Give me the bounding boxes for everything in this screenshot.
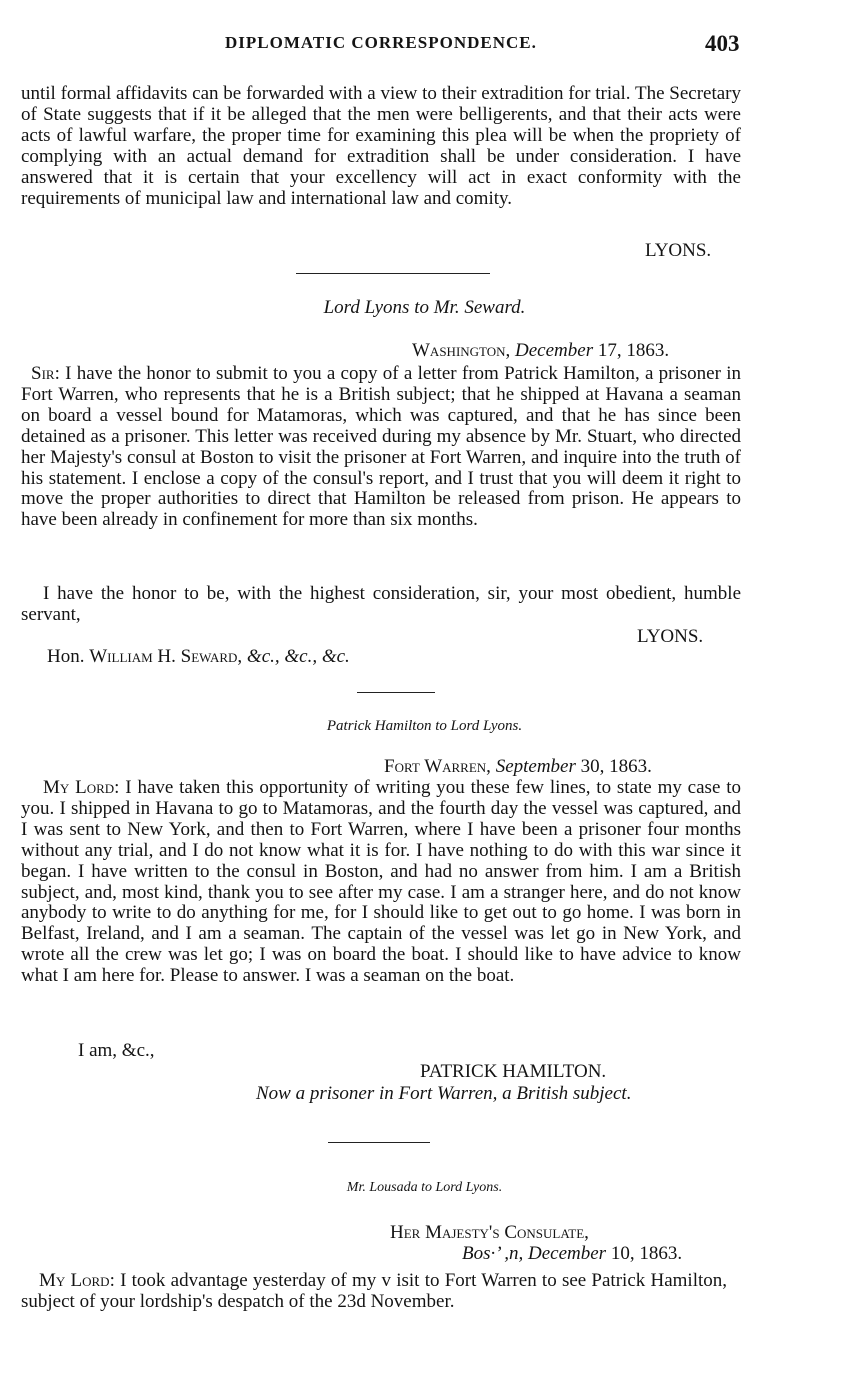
dateline-month: December <box>515 340 594 361</box>
letter-dateline <box>462 1243 682 1265</box>
signature-hamilton: PATRICK HAMILTON. <box>420 1061 607 1082</box>
letter-body-text: : I have the honor to submit to you a copy of a letter from Patrick Hamilton, a prisoner in Fort Warren, who represents that he is a British subject; that he shipped at Havana a seaman on board a vessel bound for Matamoras, which was captured, and that he has since been detained as a prisoner. This letter was received during my absence by Mr. Stuart, who directed her Majesty's consul at Boston to visit the prisoner at Fort Warren, and inquire into the truth of his statement. I enclose a copy of the consul's report, and I trust that you will deem it right to move the proper authorities to direct that Hamilton be released from prison. He appears to have been already in confinement for more than six months. <box>21 363 741 531</box>
signature-lyons-1: LYONS. <box>645 240 712 261</box>
section-divider <box>357 692 435 693</box>
dateline-month: September <box>495 756 576 777</box>
section-divider <box>296 273 490 274</box>
continuation-paragraph: until formal affidavits can be forwarded with a view to their extradition for trial. The Secretary of State suggests that if it be alleged that the men were belligerents, and that their acts were acts of lawful warfare, the proper time for examining this plea will be when the propriety of complying with an actual demand for extradition shall be under consideration. I have answered that it is certain that your excellency will act in exact conformity with the requirements of municipal law and international law and comity. <box>21 83 741 209</box>
addressee-prefix: Hon. <box>47 646 85 667</box>
letter-body <box>21 1271 727 1313</box>
salutation: My Lord <box>43 777 115 798</box>
letter-body-text: : I have taken this opportunity of writing you these few lines, to state my case to you. I shipped in Havana to go to Matamoras, and the fourth day the vessel was captured, and I was sent to New York, and then to Fort Warren, where I have been a prisoner four months without any trial, and I do not know what it is for. I have nothing to do with this war since it began. I have written to the consul in Boston, and had no answer from him. I am a British subject, and, most kind, thank you to see after my case. I am a stranger here, and do not know anybody to write to do anything for me, for I should like to get out to go home. I was born in Belfast, Ireland, and I am a seaman. The captain of the vessel was let go in New York, and wrote all the crew was let go; I was on board the boat. I should like to have advice to know what I am here for. Please to answer. I was a seaman on the boat. <box>21 777 741 987</box>
dateline-month: December <box>527 1243 607 1264</box>
section-divider <box>328 1142 430 1143</box>
letter-closing: I am, &c., <box>78 1040 155 1061</box>
letter-closing: I have the honor to be, with the highest consideration, sir, your most obedient, humble servant, <box>21 583 741 625</box>
addressee-suffix: &c., &c., &c. <box>246 646 350 667</box>
salutation: My Lord <box>39 1270 110 1291</box>
dateline-day-year: 10, 1863. <box>610 1243 683 1264</box>
salutation: Sir <box>31 363 55 384</box>
letter-body <box>21 364 741 531</box>
letter-title-hamilton-lyons: Patrick Hamilton to Lord Lyons. <box>326 718 523 734</box>
page-number: 403 <box>705 31 740 56</box>
signature-lyons-2: LYONS. <box>637 626 704 647</box>
signature-note: Now a prisoner in Fort Warren, a British subject. <box>256 1083 632 1104</box>
letter-body-text: : I took advantage yesterday of my v isit to Fort Warren to see Patrick Hamilton, subject of your lordship's despatch of the 23d November. <box>21 1270 727 1312</box>
running-title: DIPLOMATIC CORRESPONDENCE. <box>225 33 537 52</box>
dateline-place: Her Majesty's Consulate, <box>390 1222 589 1243</box>
dateline-place-2: Bos·’ ,n, <box>462 1243 524 1264</box>
dateline-place: Fort Warren, <box>384 756 491 777</box>
dateline-day-year: 30, 1863. <box>580 756 652 777</box>
addressee-line <box>47 646 350 668</box>
dateline-day-year: 17, 1863. <box>597 340 670 361</box>
addressee-name: William H. Seward, <box>89 646 243 667</box>
letter-title-lyons-seward: Lord Lyons to Mr. Seward. <box>323 297 526 318</box>
letter-body <box>21 778 741 987</box>
dateline-place: Washington, <box>412 340 511 361</box>
letter-dateline <box>384 756 652 778</box>
letter-dateline <box>412 340 669 362</box>
letter-title-lousada-lyons: Mr. Lousada to Lord Lyons. <box>346 1180 503 1195</box>
